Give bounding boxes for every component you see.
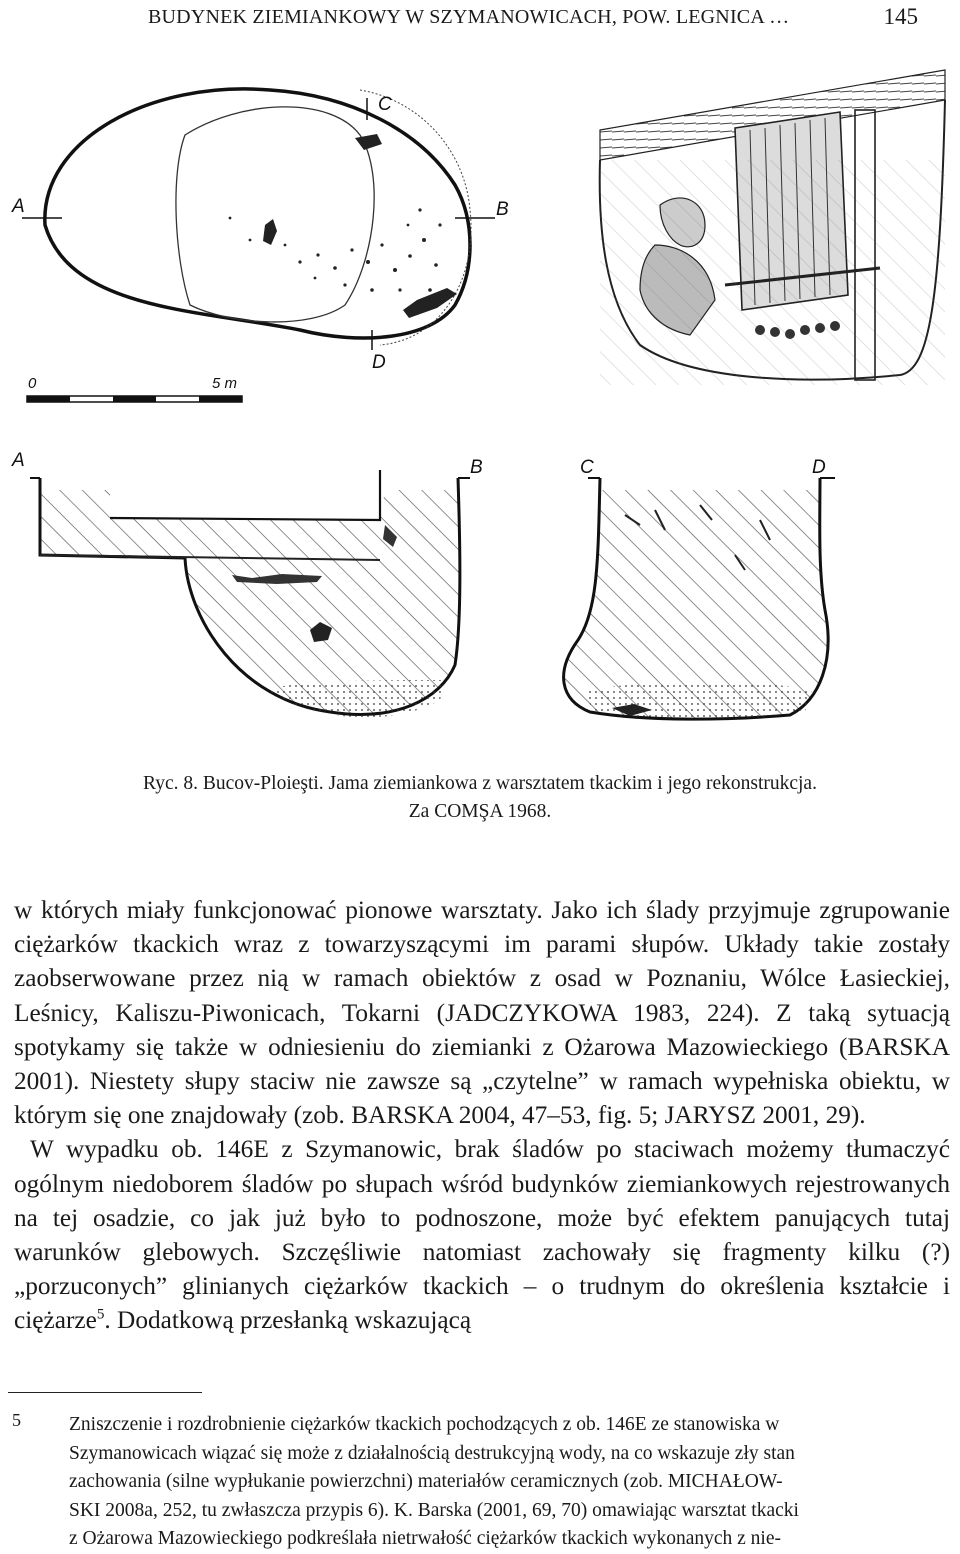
pit-plan-drawing (11, 89, 509, 373)
footnote-line: Zniszczenie i rozdrobnienie ciężarków tkackich pochodzących z ob. 146E ze stanowiska w (69, 1414, 780, 1435)
section-label-c: C (580, 457, 594, 478)
paragraph-2-end: . Dodatkową przesłanką wskazującą (104, 1306, 472, 1335)
plan-label-b: B (496, 199, 509, 220)
section-label-a: A (12, 450, 25, 471)
section-cd-drawing (564, 457, 835, 719)
footnote-number: 5 (12, 1410, 21, 1430)
scale-label-zero: 0 (28, 375, 37, 392)
caption-line-2: Za COMŞA 1968. (408, 801, 552, 822)
plan-weight-scatter (229, 208, 442, 291)
section-label-b: B (470, 457, 483, 478)
footnote-line: zachowania (silne wypłukanie powierzchni) materiałów ceramicznych (zob. MICHAŁOW- (69, 1471, 783, 1493)
loom-reconstruction-drawing (600, 70, 945, 385)
footnote-divider (8, 1392, 202, 1393)
paragraph-1: w których miały funkcjonować pionowe warsztaty. Jako ich ślady przyjmuje zgrupowanie ciężarków tkackich wraz z towarzyszącymi im parami słupów. Układy takie zostały zaobserwowane przez nią w ramach obiektów z osad w Poznaniu, Wólce Łasieckiej, Leśnicy, Kaliszu-Piwonicach, Tokarni (JADCZYKOWA 1983, 224). Z taką sytuacją spotykamy się także w odniesieniu do ziemianki z Ożarowa Mazowieckiego (BARSKA 2001). Niestety słupy staciw nie zawsze są „czytelne” w ramach wypełniska obiektu, w którym się one znajdowały (zob. BARSKA 2004, 47–53, fig. 5; JARYSZ 2001, 29). (14, 896, 950, 1130)
plan-label-c: C (378, 94, 392, 115)
plan-outline-outer (45, 89, 470, 338)
section-label-d: D (812, 457, 826, 478)
footnote-line: Szymanowicach wiązać się może z działalnością destrukcyjną wody, na co wskazuje zły stan (69, 1442, 795, 1464)
plan-outline-inner (176, 107, 374, 322)
paragraph-2 (14, 1132, 950, 1337)
figure-8 (0, 60, 960, 760)
plan-label-d: D (372, 352, 386, 373)
page-number: 145 (883, 4, 918, 29)
plan-dark-spot-north (355, 134, 382, 150)
plan-label-a: A (12, 196, 25, 217)
running-title: BUDYNEK ZIEMIANKOWY W SZYMANOWICACH, POW. LEGNICA … (148, 6, 790, 28)
section-ab-drawing (11, 450, 483, 717)
plan-dark-spot-center (263, 219, 277, 245)
scale-label-five-m: 5 m (212, 375, 238, 392)
scale-bar (27, 375, 242, 402)
figure-caption (0, 770, 960, 826)
running-header (40, 6, 918, 36)
footnote-reference[interactable]: 5 (96, 1306, 105, 1324)
footnote (69, 1411, 950, 1554)
footnote-line: z Ożarowa Mazowieckiego podkreślała nietrwałość ciężarków tkackich wykonanych z nie- (69, 1528, 781, 1550)
caption-line-1: Ryc. 8. Bucov-Ploieşti. Jama ziemiankowa z warsztatem tkackim i jego rekonstrukcja. (143, 773, 817, 794)
footnote-line: SKI 2008a, 252, tu zwłaszcza przypis 6). K. Barska (2001, 69, 70) omawiając warsztat tkacki (69, 1499, 799, 1521)
paragraph-2-text: W wypadku ob. 146E z Szymanowic, brak śladów po staciwach możemy tłumaczyć ogólnym niedoborem śladów po słupach wśród budynków ziemiankowych rejestrowanych na tej osadzie, co jak już było to podnoszone, może być efektem panujących tutaj warunków glebowych. Szczęśliwie natomiast zachowały się fragmenty kilku (?) „porzuconych” glinianych ciężarków tkackich – o trudnym do określenia kształcie i ciężarze (14, 1135, 950, 1335)
body-text (14, 893, 950, 1338)
